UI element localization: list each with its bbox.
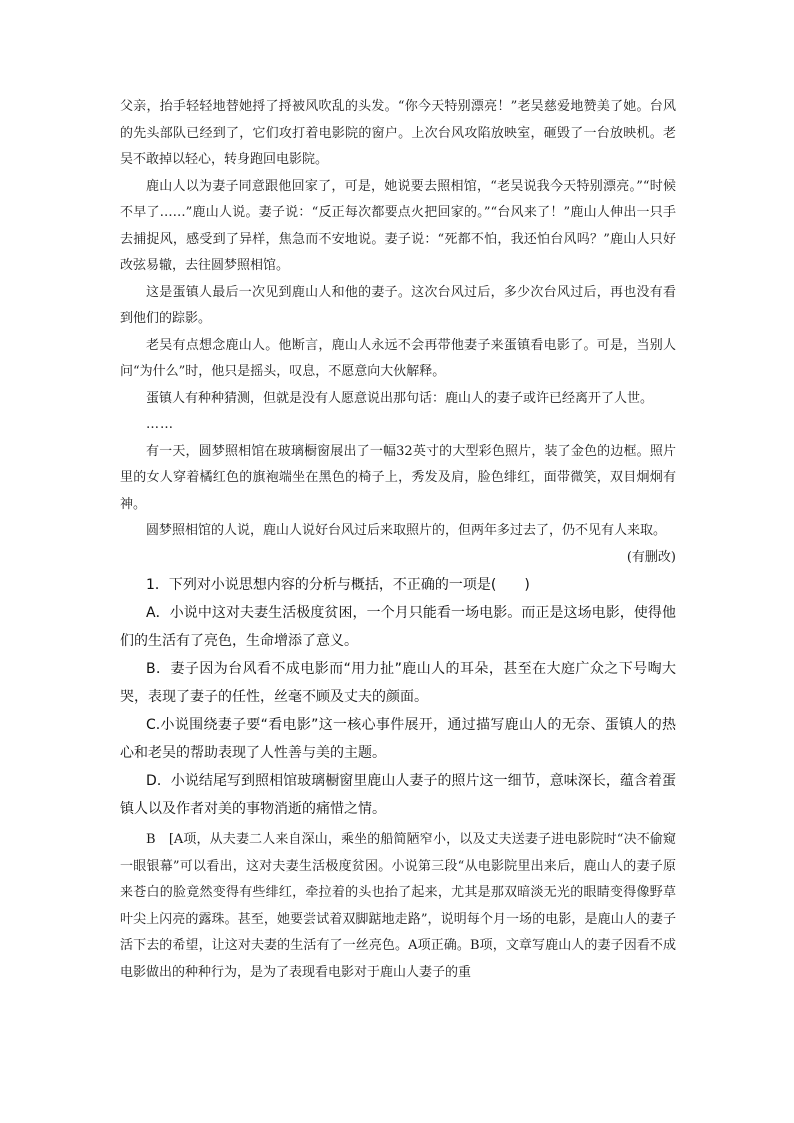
- story-paragraph: 鹿山人以为妻子同意跟他回家了，可是，她说要去照相馆，“老吴说我今天特别漂亮。”“时候不早了……”鹿山人说。妻子说：“反正每次都要点火把回家的。”“台风来了！”鹿山人伸出一只手去捕捉风，感受到了异样，焦急而不安地说。妻子说：“死都不怕，我还怕台风吗？”鹿山人只好改弦易辙，去往圆梦照相馆。: [120, 178, 676, 273]
- story-ellipsis: ……: [146, 417, 174, 432]
- story-paragraph: 父亲，抬手轻轻地替她捋了捋被风吹乱的头发。“你今天特别漂亮！”老吴慈爱地赞美了她。台风的先头部队已经到了，它们攻打着电影院的窗户。上次台风攻陷放映室，砸毁了一台放映机。老吴不敢掉以轻心，转身跑回电影院。: [120, 99, 676, 167]
- question-stem: 1．下列对小说思想内容的分析与概括，不正确的一项是( ): [146, 577, 530, 593]
- story-paragraph: 老吴有点想念鹿山人。他断言，鹿山人永远不会再带他妻子来蛋镇看电影了。可是，当别人问“为什么”时，他只是摇头，叹息，不愿意向大伙解释。: [120, 337, 676, 379]
- story-paragraph: 有一天，圆梦照相馆在玻璃橱窗展出了一幅32英寸的大型彩色照片，装了金色的边框。照片里的女人穿着橘红色的旗袍端坐在黑色的椅子上，秀发及肩，脸色绯红，面带微笑，双目炯炯有神。: [120, 443, 676, 512]
- story-paragraph: 圆梦照相馆的人说，鹿山人说好台风过后来取照片的，但两年多过去了，仍不见有人来取。: [146, 523, 667, 538]
- question-option-d: D．小说结尾写到照相馆玻璃橱窗里鹿山人妻子的照片这一细节，意味深长，蕴含着蛋镇人以及作者对美的事物消逝的痛惜之情。: [120, 773, 676, 817]
- story-paragraph: 蛋镇人有种种猜测，但就是没有人愿意说出那句话：鹿山人的妻子或许已经离开了人世。: [146, 390, 654, 406]
- question-option-c: C.小说围绕妻子要“看电影”这一核心事件展开，通过描写鹿山人的无奈、蛋镇人的热心和老吴的帮助表现了人性善与美的主题。: [120, 717, 676, 761]
- question-option-a: A．小说中这对夫妻生活极度贫困，一个月只能看一场电影。而正是这场电影，使得他们的生活有了亮色，生命增添了意义。: [120, 605, 676, 649]
- question-option-b: B．妻子因为台风看不成电影而“用力扯”鹿山人的耳朵，甚至在大庭广众之下号啕大哭，表现了妻子的任性，丝毫不顾及丈夫的颜面。: [120, 661, 676, 705]
- answer-explanation: B [A项，从夫妻二人来自深山，乘坐的船简陋窄小，以及丈夫送妻子进电影院时“决不偷窥一眼银幕”可以看出，这对夫妻生活极度贫困。小说第三段“从电影院里出来后，鹿山人的妻子原来苍白的脸竟然变得有些绯红，牵拉着的头也抬了起来，尤其是那双暗淡无光的眼睛变得像野草叶尖上闪亮的露珠。甚至，她要尝试着双脚踮地走路”，说明每个月一场的电影，是鹿山人的妻子活下去的希望，让这对夫妻的生活有了一丝亮色。A项正确。B项，文章写鹿山人的妻子因看不成电影做出的种种行为，是为了表现看电影对于鹿山人妻子的重: [120, 832, 676, 980]
- page-content: [120, 94, 676, 986]
- source-note: (有删改): [626, 549, 676, 565]
- story-paragraph: 这是蛋镇人最后一次见到鹿山人和他的妻子。这次台风过后，多少次台风过后，再也没有看到他们的踪影。: [120, 284, 676, 326]
